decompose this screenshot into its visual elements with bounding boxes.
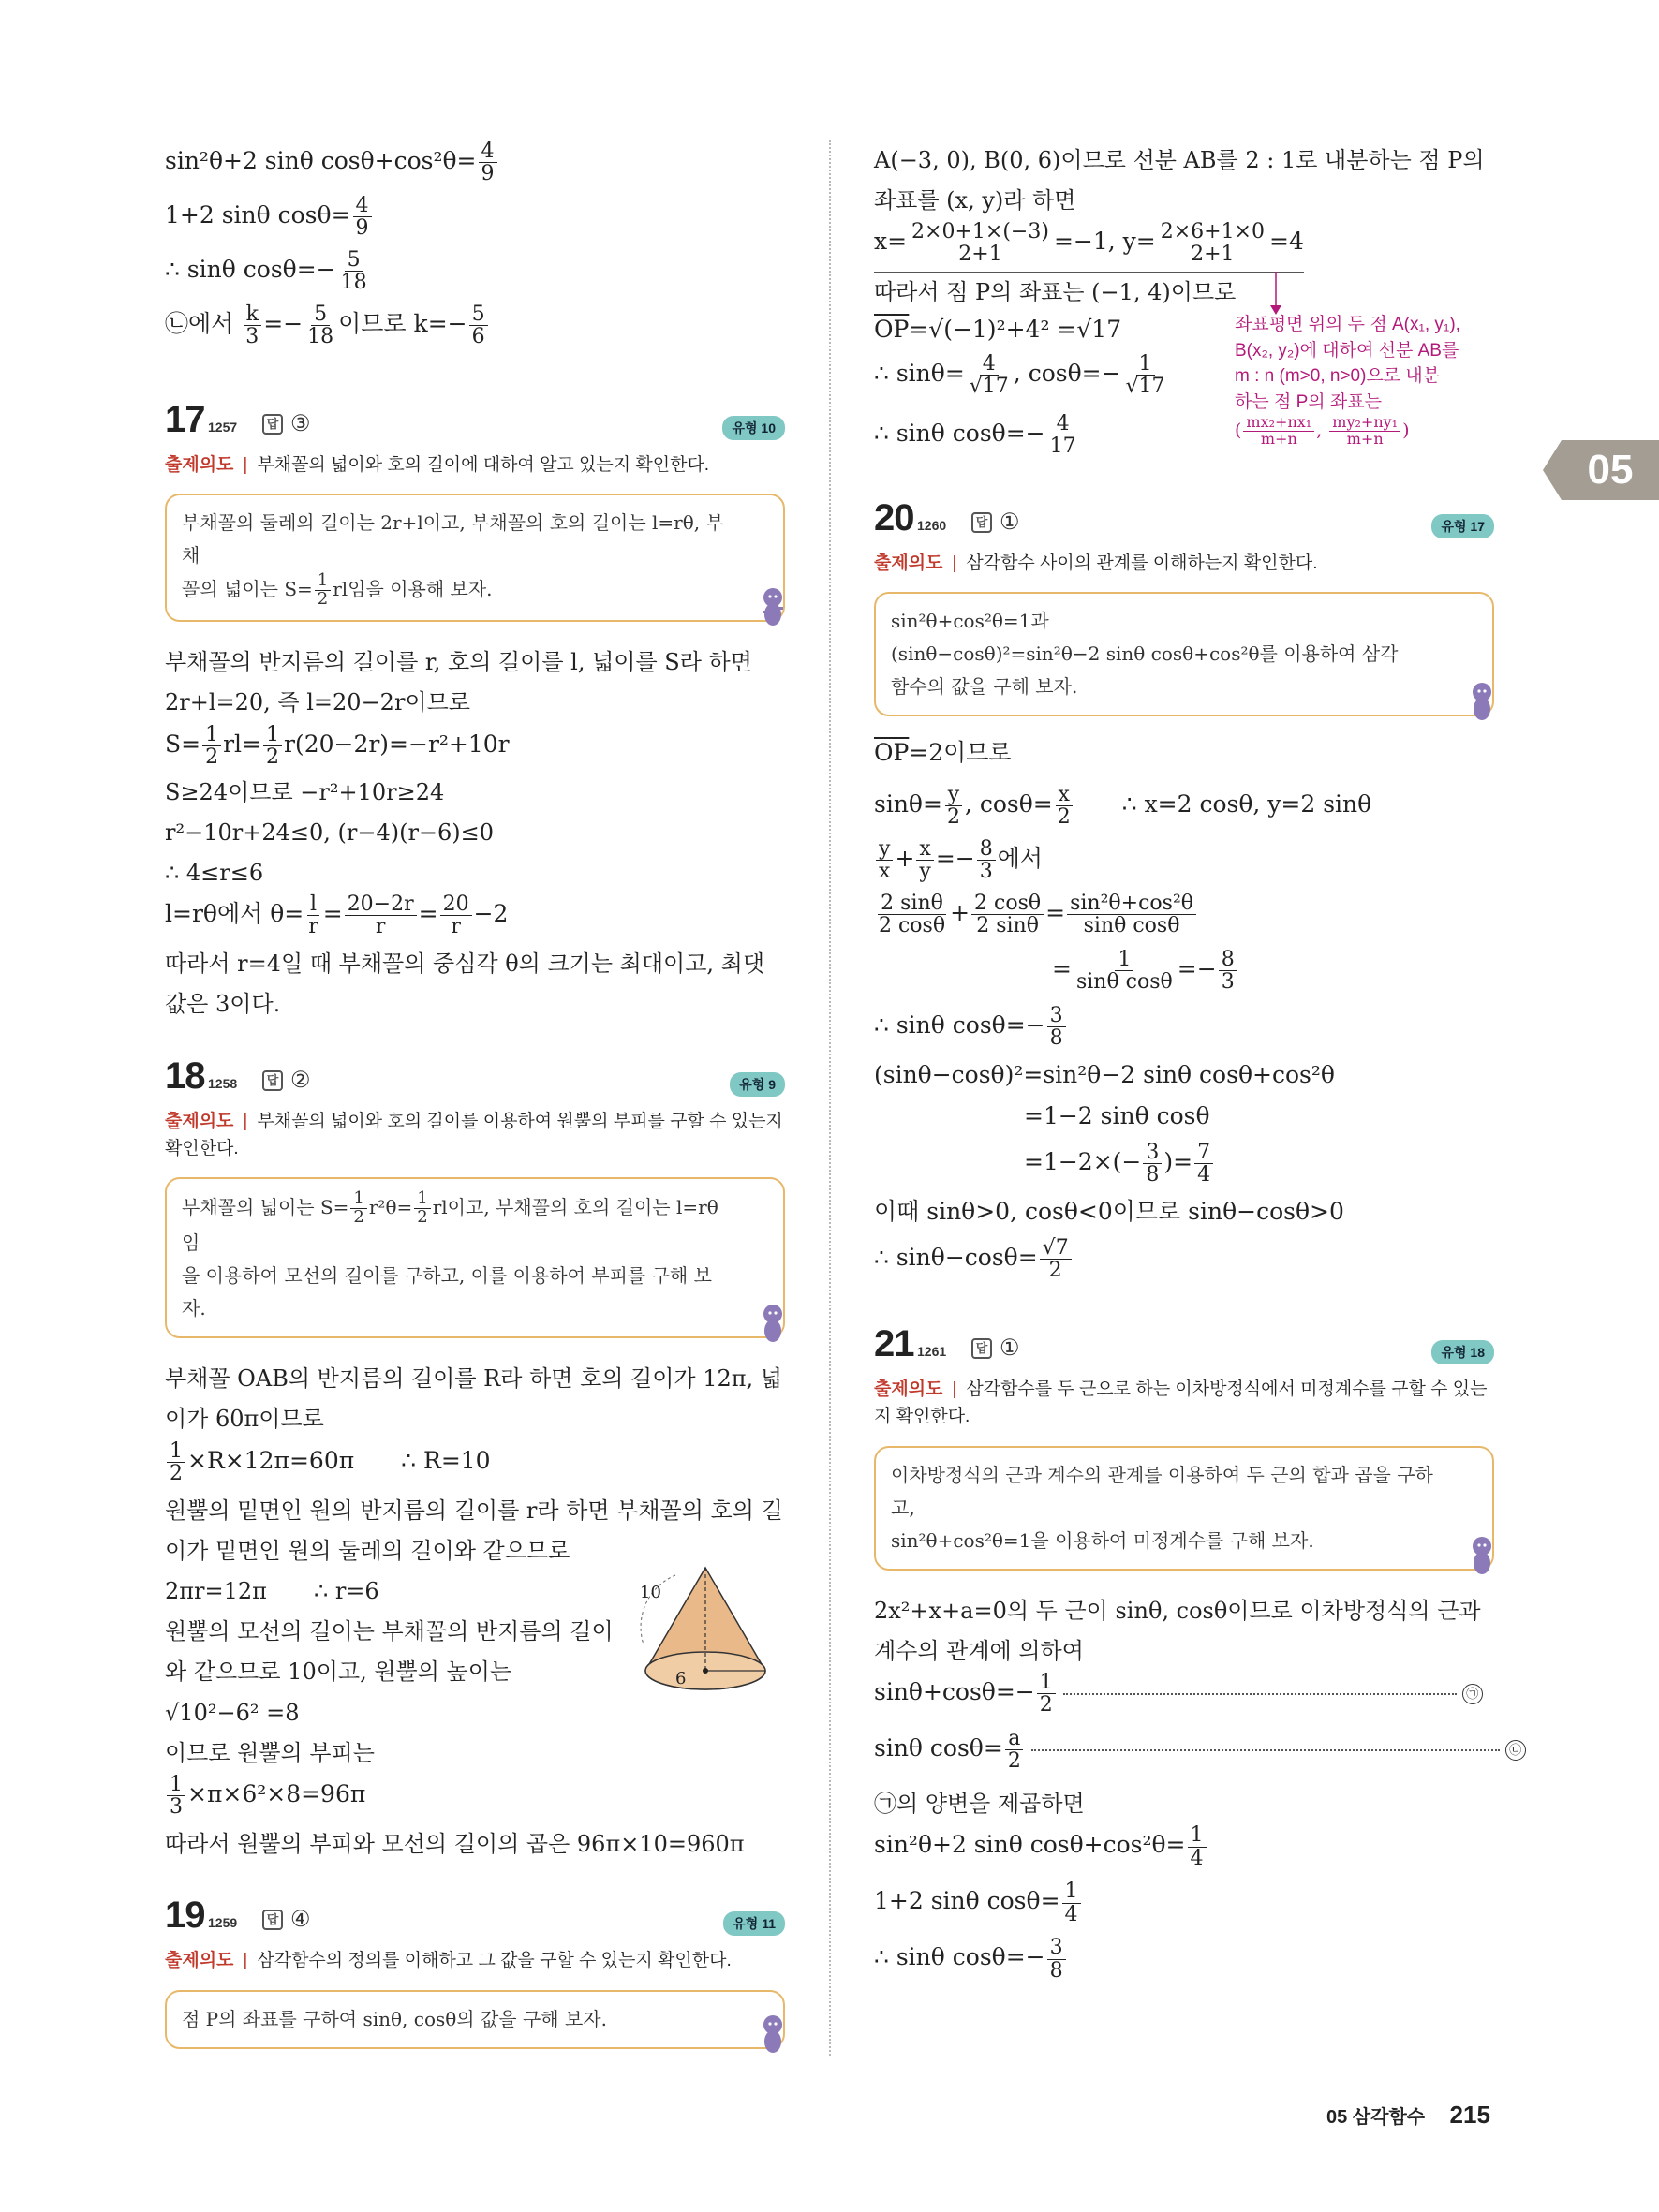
intent: 출제의도 | 삼각함수의 정의를 이해하고 그 값을 구할 수 있는지 확인한다. [165, 1951, 732, 1971]
solution: 부채꼴 OAB의 반지름의 길이를 R라 하면 호의 길이가 12π, 넓이가 60π이므로 $\frac{1}{2}$ ×R×12π=60π ∴ R=10 원뿔의 밑면인 원의 반지름의 길이를 r라 하면 부채꼴의 호의 길이가 밑면인 원의 둘레의 길이와 같으므로 2πr=12π ∴ r=6 원뿔의 모선의 길이는 부채꼴의 반지름의 길이 와 같으므로 10이고, 원뿔의 높이는 √10²−6² =8 이므로 원뿔의 부피는 $\frac{1}{3}$ ×π×6²×8=96π 따라서 원뿔의 부피와 모선의 길이의 곱은 96π×10=960π 10 6 [165, 1365, 783, 1857]
problem-id: 1257 [208, 420, 238, 435]
answer-icon: 답 [971, 1338, 992, 1359]
problem-header [165, 395, 785, 448]
hint-box: 부채꼴의 넓이는 S= $\frac{1}{2}$ r²θ= $\frac{1}{2}$ rl이고, 부채꼴의 호의 길이는 l=rθ임 을 이용하여 모선의 길이를 구하고, 이를 이용하여 부피를 구해 보자. [165, 1177, 785, 1338]
formula-note: 좌표평면 위의 두 점 A(x₁, y₁), B(x₂, y₂)에 대하여 선분 AB를 m : n (m>0, n>0)으로 내분 하는 점 P의 좌표는 ( $\frac{\text{mx₂+nx₁}}{m+n}$ , $\frac{\text{my₂+ny₁}}{m+n}$ ) [1235, 315, 1460, 448]
type-badge: 유형 9 [730, 1072, 785, 1097]
problem-header [874, 494, 1494, 546]
type-badge: 유형 18 [1431, 1340, 1494, 1364]
problem-21 [874, 1320, 1522, 1993]
solution: 2x²+x+a=0의 두 근이 sinθ, cosθ이므로 이차방정식의 근과 계수의 관계에 의하여 sinθ+cosθ=− $\frac{1}{2}$ ㉠ sinθ cosθ= $\frac{a}{2}$ ㉡ ㉠의 양변을 제곱하면 sin²θ+2 sinθ cosθ+cos²θ= $\frac{1}{4}$ 1+2 sinθ cosθ= $\frac{1}{4}$ ∴ sinθ cosθ=− $\frac{3}{8}$ [874, 1591, 1494, 1994]
problem-number: 18 [165, 1054, 205, 1097]
hint-box: 점 P의 좌표를 구하여 sinθ, cosθ의 값을 구해 보자. [165, 1990, 785, 2049]
mascot-icon [757, 1303, 789, 1346]
problem-18 [165, 1052, 785, 1865]
math-line: sin²θ+2 sinθ cosθ+cos²θ= $\frac{4}{9}$ [165, 140, 785, 195]
math-line: ∴ sinθ cosθ=− $\frac{5}{18}$ [165, 248, 367, 295]
type-badge: 유형 10 [722, 416, 785, 440]
page-number: 215 [1449, 2101, 1490, 2129]
problem-number: 21 [874, 1323, 914, 1364]
answer-value: ③ [290, 411, 311, 436]
note-pointer-arrow [1266, 272, 1285, 317]
chapter-tab[interactable]: 05 [1562, 440, 1659, 500]
page-footer [1326, 2101, 1490, 2130]
mascot-icon [1466, 681, 1498, 724]
problem-20 [874, 494, 1494, 1293]
problem-header [165, 1052, 785, 1104]
answer-value: ① [1000, 1335, 1020, 1361]
problem-number: 20 [874, 496, 914, 538]
type-badge: 유형 17 [1431, 514, 1494, 538]
continuation-solution: A(−3, 0), B(0, 6)이므로 선분 AB를 2 : 1로 내분하는 점 P의 좌표를 (x, y)라 하면 x= $\frac{2\times 0+1\times(-3)}{2+1}$ =−1, y= $\frac{2\times 6+1\times 0}{2+1}$ =4 따라서 점 P의 좌표는 (−1, 4)이므로 $\overline{OP}=√(-1)^2+4^2 =√17$ ∴ sinθ= $\frac{4}{√17}$ , cosθ=− $\frac{1}{√17}$ ∴ sinθ cosθ=− $\frac{4}{17}$ [874, 147, 1485, 458]
intent: 출제의도 | 부채꼴의 넓이와 호의 길이를 이용하여 원뿔의 부피를 구할 수 있는지 확인한다. [165, 1111, 783, 1158]
problem-id: 1259 [208, 1915, 238, 1931]
continuation-solution [165, 140, 785, 358]
problem-number: 17 [165, 399, 205, 440]
answer-value: ④ [290, 1907, 311, 1933]
answer-icon: 답 [971, 512, 992, 533]
solution: $\overline{OP}=2$이므로 sinθ= $\frac{y}{2}$ , cosθ= $\frac{x}{2}$ ∴ x=2 cosθ, y=2 sinθ $\frac{y}{x}$ + $\frac{x}{y}$ =− $\frac{8}{3}$ 에서 $\frac{2 \sin\theta}{2 \cos\theta}$ + $\frac{2 \cos\theta}{2 \sin\theta}$ = $\frac{\text{sin²θ+cos²θ}}{\text{sinθ cosθ}}$ = $\frac{1}{\text{sinθ cosθ}}$ =− $\frac{8}{3}$ ∴ sinθ cosθ=− $\frac{3}{8}$ (sinθ−cosθ)²=sin²θ−2 sinθ cosθ+cos²θ =1−2 sinθ cosθ =1−2×(− $\frac{3}{8}$ )= $\frac{7}{4}$ 이때 sinθ>0, cosθ<0이므로 sinθ−cosθ>0 ∴ sinθ−cosθ= $\frac{√7}{2}$ [874, 739, 1372, 1283]
cone-figure [638, 1560, 778, 1701]
intent: 출제의도 | 삼각함수 사이의 관계를 이해하는지 확인한다. [874, 553, 1318, 573]
problem-id: 1261 [917, 1344, 947, 1359]
hint-box: sin²θ+cos²θ=1과 (sinθ−cosθ)²=sin²θ−2 sinθ cosθ+cos²θ를 이용하여 삼각 함수의 값을 구해 보자. [874, 592, 1494, 716]
mascot-icon [757, 2013, 789, 2057]
answer-value: ① [1000, 509, 1020, 535]
marker-1: ㉠ [1462, 1684, 1483, 1704]
mascot-icon [757, 586, 789, 629]
radius-label: 6 [675, 1669, 687, 1689]
column-divider [829, 140, 831, 2056]
problem-number: 19 [165, 1895, 205, 1937]
marker-2: ㉡ [1505, 1740, 1526, 1761]
answer-value: ② [290, 1067, 311, 1093]
problem-19 [165, 1891, 785, 2048]
problem-id: 1260 [917, 517, 947, 533]
answer-icon: 답 [262, 414, 283, 435]
hint-box: 이차방정식의 근과 계수의 관계를 이용하여 두 근의 합과 곱을 구하고, sin²θ+cos²θ=1을 이용하여 미정계수를 구해 보자. [874, 1446, 1494, 1571]
intent: 출제의도 | 부채꼴의 넓이와 호의 길이에 대하여 알고 있는지 확인한다. [165, 455, 710, 475]
math-line: ㉡에서 $\frac{k}{3}$ =− $\frac{5}{18}$ 이므로 k=− $\frac{5}{6}$ [165, 303, 785, 358]
chapter-title: 05 삼각함수 [1326, 2107, 1426, 2128]
mascot-icon [1466, 1535, 1498, 1578]
type-badge: 유형 11 [723, 1911, 785, 1936]
hint-box: 부채꼴의 둘레의 길이는 2r+l이고, 부채꼴의 호의 길이는 l=rθ, 부채 꼴의 넓이는 S= $\frac{1}{2}$ rl임을 이용해 보자. [165, 494, 785, 622]
answer-icon: 답 [262, 1070, 283, 1091]
problem-header [165, 1891, 785, 1943]
slant-label: 10 [640, 1583, 661, 1603]
problem-id: 1258 [208, 1075, 238, 1091]
left-column [165, 140, 785, 2070]
answer-icon: 답 [262, 1910, 283, 1930]
solution: 부채꼴의 반지름의 길이를 r, 호의 길이를 l, 넓이를 S라 하면 2r+l=20, 즉 l=20−2r이므로 S= $\frac{1}{2}$ rl= $\frac{1}{2}$ r(20−2r)=−r²+10r S≥24이므로 −r²+10r≥24 r²−10r+24≤0, (r−4)(r−6)≤0 ∴ 4≤r≤6 l=rθ에서 θ= $\frac{l}{r}$ = $\frac{20-2r}{r}$ = $\frac{20}{r}$ −2 따라서 r=4일 때 부채꼴의 중심각 θ의 크기는 최대이고, 최댓값은 3이다. [165, 649, 765, 1018]
math-line: 1+2 sinθ cosθ= $\frac{4}{9}$ [165, 195, 785, 249]
intent: 출제의도 | 삼각함수를 두 근으로 하는 이차방정식에서 미정계수를 구할 수 있는지 확인한다. [874, 1379, 1488, 1427]
problem-header [874, 1320, 1494, 1372]
problem-17 [165, 395, 785, 1025]
